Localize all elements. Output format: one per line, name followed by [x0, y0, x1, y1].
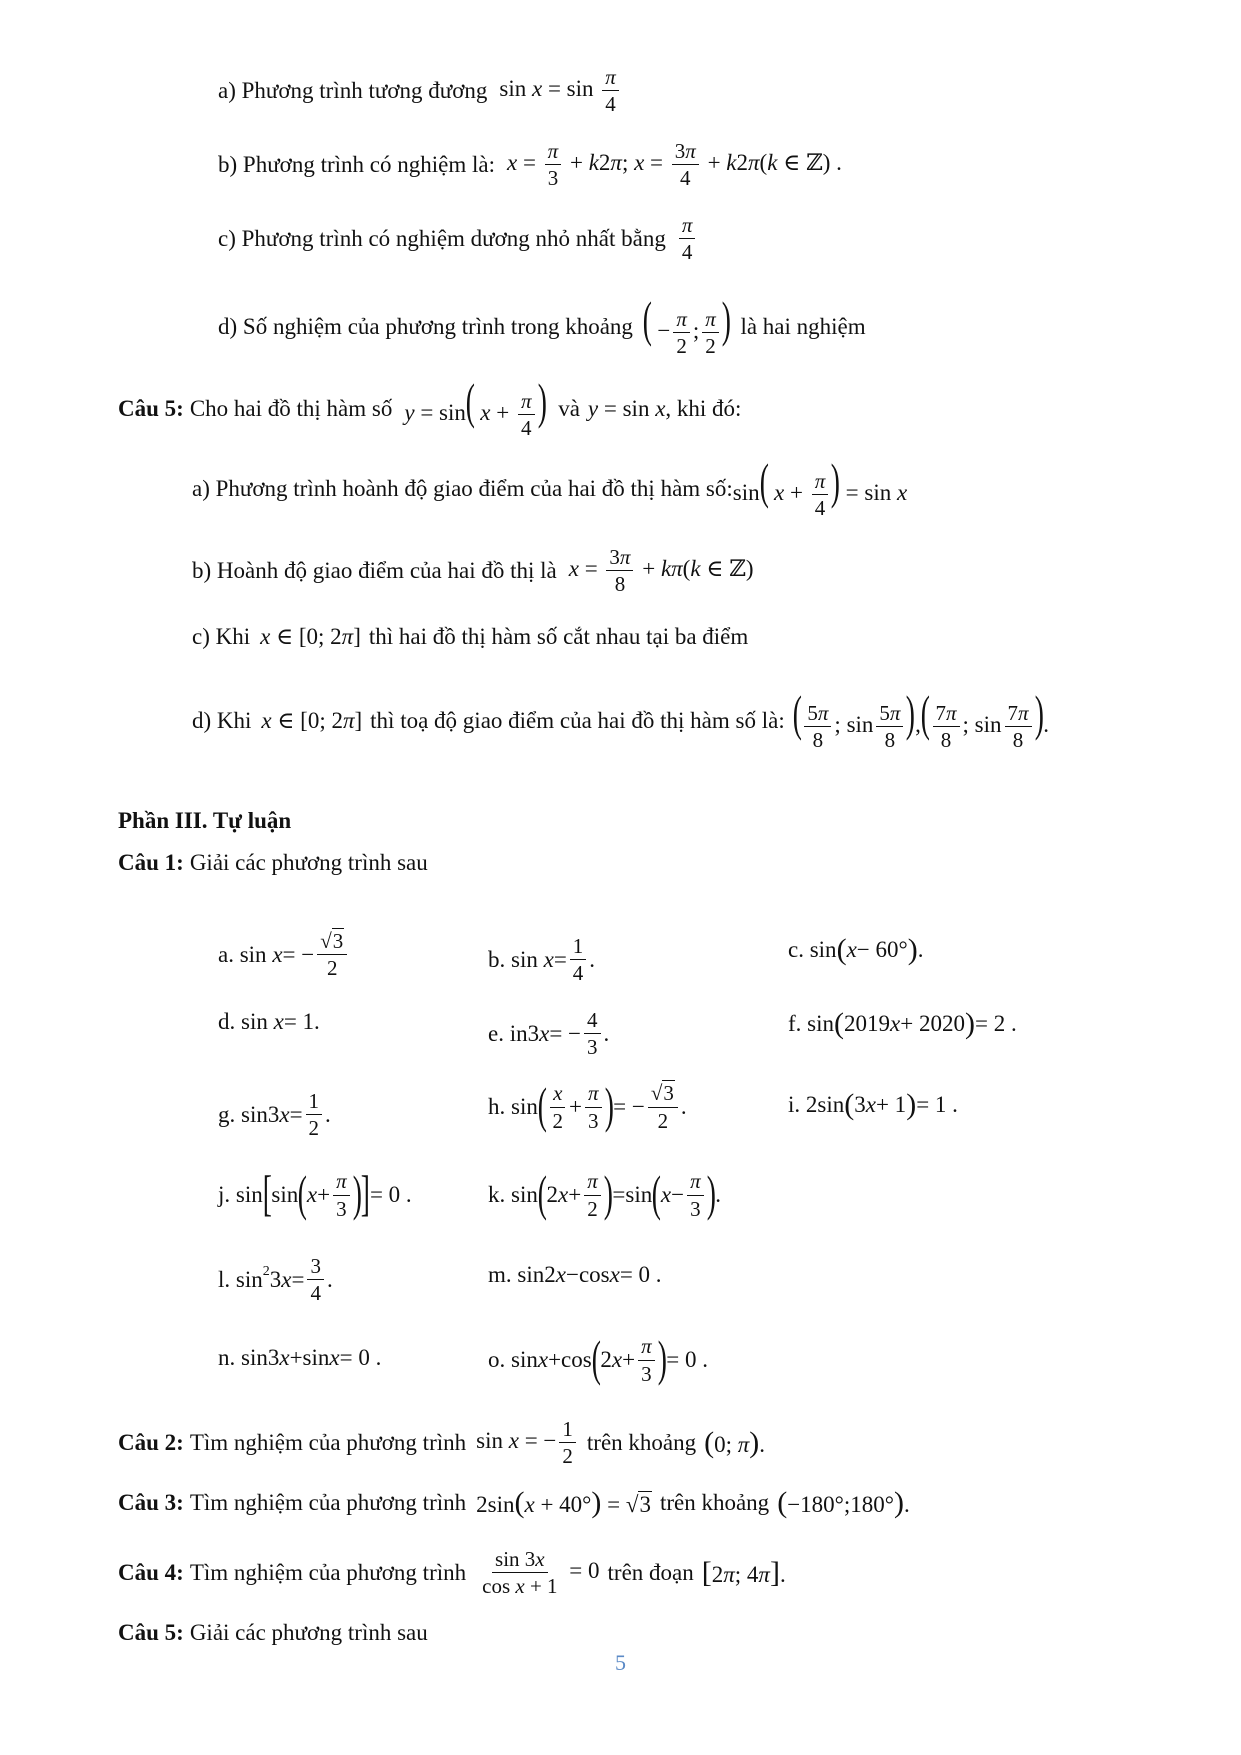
q5-d-formula: ( $\frac{5\pi}{8}$ ; sin $\frac{5\pi}{8}$ ),( $\frac{7\pi}{8}$ ; sin $\frac{7\pi}{8}$ ). — [792, 685, 1049, 753]
eq-l: l. sin 2 3 x = $\frac{3}{4}$ . — [218, 1254, 333, 1306]
p3-c3-interval: (−180°;180°). — [777, 1486, 910, 1519]
q5-a-text: a) Phương trình hoành độ giao điểm của hai đồ thị hàm số: — [192, 475, 733, 501]
q5-c-text: c) Khi — [192, 624, 251, 649]
p3-c2 — [118, 1418, 765, 1467]
p3-c2-tail: trên khoảng — [586, 1429, 697, 1455]
p3-c2-interval: (0; π). — [704, 1425, 766, 1459]
q5-c-tail: thì hai đồ thị hàm số cắt nhau tại ba điểm — [368, 624, 749, 649]
p3-c5-label: Câu 5: — [118, 1620, 184, 1645]
eq-c: c. sin ( x − 60° ) . — [788, 933, 924, 966]
q4-b-text: b) Phương trình có nghiệm là: — [218, 151, 495, 177]
q5-item-d — [192, 685, 1049, 753]
p3-c4-tail: trên đoạn — [607, 1559, 694, 1585]
q5-a-formula: sin( x + $\frac{\pi}{4}$ ) = sin x — [732, 453, 908, 521]
q4-d-tail: là hai nghiệm — [740, 313, 866, 339]
p3-c4-label: Câu 4: — [118, 1559, 184, 1585]
page-number: 5 — [615, 1650, 626, 1675]
p3-c3-text: Tìm nghiệm của phương trình — [189, 1490, 467, 1515]
eq-j: j. sin [ sin ( x + $\frac{\pi}{3}$ ) ] = 0 . — [218, 1165, 412, 1221]
p3-c5 — [118, 1620, 428, 1646]
eq-m: m. sin 2 x − cos x = 0 . — [488, 1262, 662, 1287]
q5-b-formula: x = $\frac{3\pi}{8}$ + kπ(k ∈ ℤ) — [568, 545, 754, 597]
eq-g: g. sin 3 x = $\frac{1}{2}$ . — [218, 1089, 331, 1141]
eq-a: a. sin x = − $\frac{√3}{2}$ — [218, 930, 350, 979]
q5-func2: y = sin x — [587, 395, 666, 421]
q4-a-text: a) Phương trình tương đương — [218, 77, 488, 103]
q5-d-text: d) Khi — [192, 707, 252, 733]
p3-c3-formula: 2sin(x + 40°) = √3 — [476, 1486, 651, 1519]
q4-item-d — [218, 291, 866, 359]
p3-c4-formula: $\frac{\sin 3x}{\text{cos x + 1}}$ = 0 — [482, 1547, 600, 1599]
q4-d-formula: ( − $\frac{\pi}{2}$ ; $\frac{\pi}{2}$ ) — [642, 291, 731, 359]
q5-tail: , khi đó: — [665, 395, 742, 421]
eq-k: k. sin ( 2 x + $\frac{\pi}{2}$ ) = sin ( x − $\frac{\pi}{3}$ ) . — [488, 1165, 722, 1221]
p3-c1 — [118, 850, 428, 876]
p3-c2-text: Tìm nghiệm của phương trình — [189, 1429, 467, 1455]
q4-d-text: d) Số nghiệm của phương trình trong khoảng — [218, 313, 633, 339]
q4-b-formula: x = $\frac{\pi}{3}$ + k2π; x = $\frac{3\pi}{4}$ + k2π(k ∈ ℤ) . — [506, 139, 842, 191]
p3-c3-label: Câu 3: — [118, 1490, 184, 1515]
q4-a-formula: sin x = sin $\frac{\pi}{4}$ — [499, 66, 621, 115]
q5-item-b — [192, 546, 754, 595]
q5-item-c — [192, 624, 748, 650]
q4-c-text: c) Phương trình có nghiệm dương nhỏ nhất bằng — [218, 225, 666, 251]
part3-title: Phần III. Tự luận — [118, 808, 292, 833]
eq-e: e. in 3 x = − $\frac{4}{3}$ . — [488, 1008, 610, 1060]
p3-c4 — [118, 1548, 786, 1597]
eq-b: b. sin x = $\frac{1}{4}$ . — [488, 934, 596, 986]
q4-item-a — [218, 66, 622, 115]
p3-c5-text: Giải các phương trình sau — [189, 1620, 428, 1645]
q5-and: và — [558, 395, 580, 421]
p3-c1-label: Câu 1: — [118, 850, 184, 875]
q5-intro-text: Cho hai đồ thị hàm số — [189, 395, 393, 421]
p3-c1-text: Giải các phương trình sau — [189, 850, 428, 875]
p3-c4-text: Tìm nghiệm của phương trình — [189, 1559, 467, 1585]
q5-func1: y = sin( x + $\frac{\pi}{4}$ ) — [404, 373, 547, 441]
p3-c3 — [118, 1488, 910, 1518]
q5-b-text: b) Hoành độ giao điểm của hai đồ thị là — [192, 557, 557, 583]
eq-i: i. 2 sin ( 3 x + 1 ) = 1 . — [788, 1088, 958, 1121]
q5-c-formula: x ∈ [0; 2π] — [260, 624, 361, 649]
eq-o: o. sin x + cos ( 2 x + $\frac{\pi}{3}$ ) = 0 . — [488, 1330, 708, 1386]
q5-item-a — [192, 453, 908, 521]
q4-item-b — [218, 140, 842, 189]
p3-c3-tail: trên khoảng — [659, 1490, 770, 1515]
eq-d: d. sin x = 1. — [218, 1009, 320, 1034]
q5-d-tail: thì toạ độ giao điểm của hai đồ thị hàm số là: — [370, 707, 785, 733]
p3-c2-label: Câu 2: — [118, 1429, 184, 1455]
q5-label: Câu 5: — [118, 395, 184, 421]
eq-f: f. sin ( 2019 x + 2020 ) = 2 . — [788, 1007, 1017, 1040]
p3-c4-interval: [2π; 4π]. — [701, 1555, 786, 1589]
q4-c-formula: $\frac{\pi}{4}$ — [676, 214, 699, 263]
q5-d-cond: x ∈ [0; 2π] — [261, 707, 363, 733]
eq-n: n. sin 3 x + sin x = 0 . — [218, 1345, 382, 1370]
q4-item-c — [218, 214, 698, 263]
p3-c2-formula: sin x = − $\frac{1}{2}$ — [476, 1418, 579, 1467]
eq-h: h. sin ( $\frac{x}{2}$ + $\frac{\pi}{3}$ ) = − $\frac{√3}{2}$ . — [488, 1077, 687, 1133]
q5-intro — [118, 373, 742, 441]
